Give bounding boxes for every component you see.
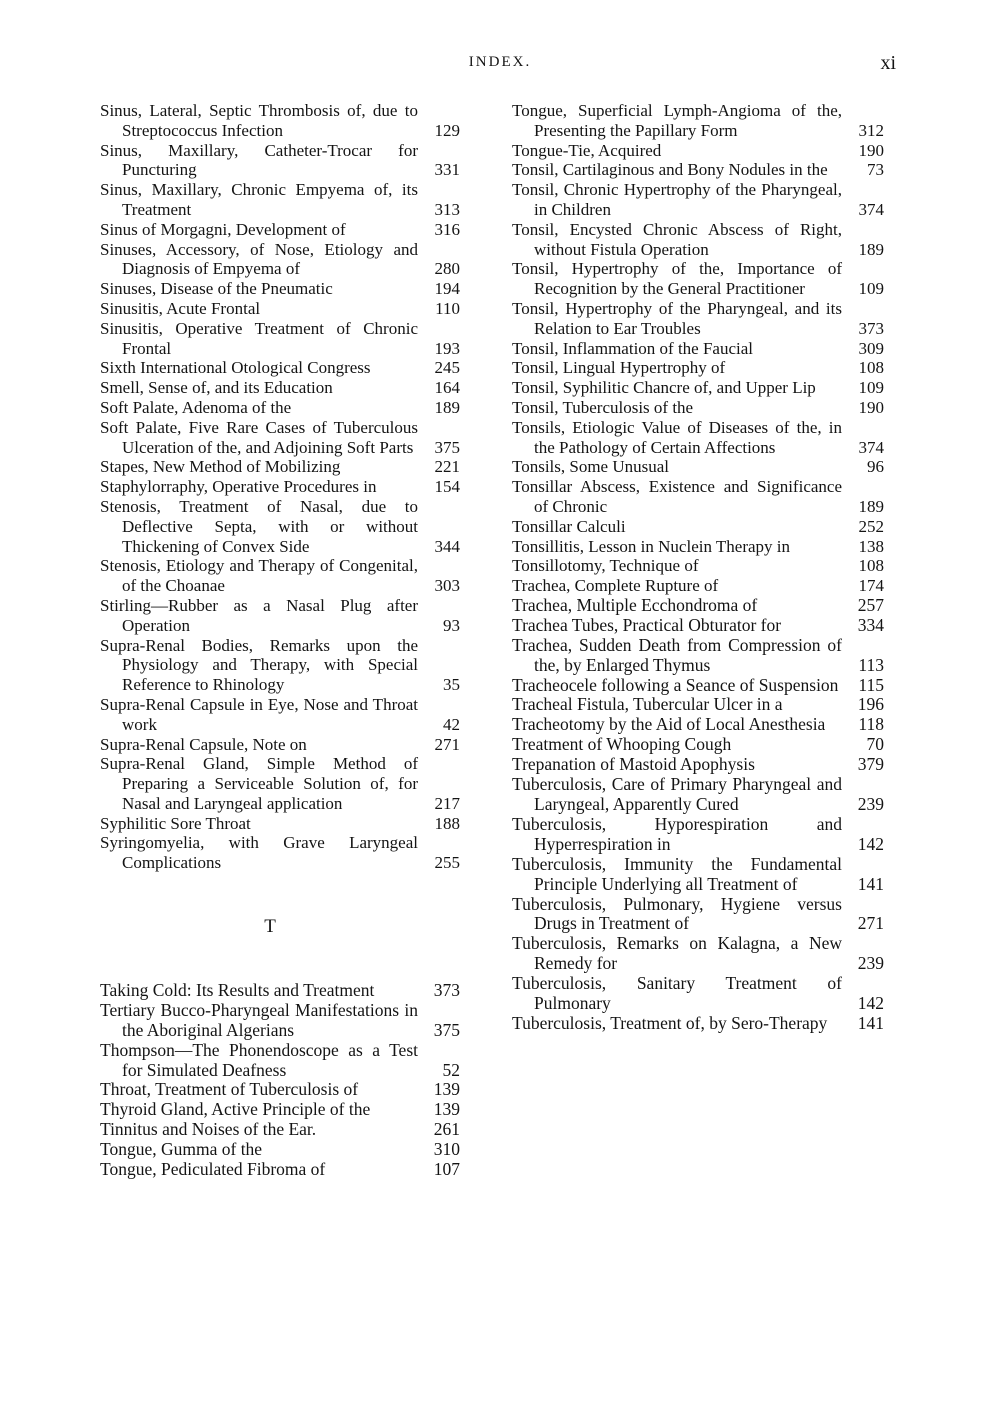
- index-entry: [100, 279, 460, 299]
- index-entry: [100, 754, 460, 813]
- index-entry-text: Supra-Renal Capsule, Note on: [100, 734, 307, 754]
- index-entry-text: Staphylorraphy, Operative Procedures in: [100, 477, 377, 497]
- index-entry-page: 196: [857, 694, 884, 715]
- index-entry: [512, 378, 884, 398]
- index-entry-text: Tracheocele following a Seance of Suspension: [512, 674, 839, 695]
- index-entry-text: Syphilitic Sore Throat: [100, 813, 251, 833]
- index-entry-page: 174: [858, 576, 884, 596]
- index-entry: [100, 1140, 460, 1160]
- index-entry: [100, 358, 460, 378]
- index-entry: [512, 160, 884, 180]
- index-entry: [512, 676, 884, 696]
- index-entry: [100, 814, 460, 834]
- index-entry: [512, 695, 884, 715]
- index-entry-page: 96: [867, 457, 884, 477]
- index-entry-page: 108: [858, 556, 884, 576]
- index-entry-page: 138: [858, 536, 884, 556]
- index-entry-page: 217: [434, 793, 460, 813]
- index-entry-page: 190: [858, 397, 884, 417]
- index-entry-text: Tuberculosis, Pulmonary, Hygiene versus Drugs in Treatment of: [512, 893, 842, 934]
- index-entry: [100, 180, 460, 220]
- index-entry-text: Supra-Renal Gland, Simple Method of Preparing a Serviceable Solution of, for Nasal and Laryngeal application: [100, 754, 418, 813]
- index-entry: [512, 517, 884, 537]
- index-entry: [100, 299, 460, 319]
- index-entry-page: 35: [443, 675, 460, 695]
- index-entry: [512, 141, 884, 161]
- index-entry-text: Tonsils, Etiologic Value of Diseases of the, in the Pathology of Certain Affections: [512, 417, 842, 457]
- index-entry: [100, 735, 460, 755]
- index-entry-page: 257: [857, 594, 884, 615]
- index-entry: [100, 497, 460, 556]
- index-entry-page: 110: [435, 298, 460, 318]
- index-entry-page: 316: [434, 219, 460, 239]
- section-letter: T: [264, 916, 276, 938]
- index-entry: [100, 1001, 460, 1041]
- index-entry: [512, 537, 884, 557]
- index-entry-page: 52: [442, 1059, 460, 1080]
- index-entry-text: Throat, Treatment of Tuberculosis of: [100, 1079, 359, 1100]
- index-entry-page: 73: [867, 160, 884, 180]
- page-number: xi: [880, 52, 896, 74]
- index-entry-text: Stenosis, Etiology and Therapy of Congenital, of the Choanae: [100, 556, 418, 596]
- index-entry-text: Tongue, Superficial Lymph-Angioma of the, Presenting the Papillary Form: [512, 101, 842, 140]
- index-entry-text: Sinus of Morgagni, Development of: [100, 219, 346, 239]
- index-entry-text: Tongue, Gumma of the: [100, 1139, 263, 1160]
- index-entry: [512, 974, 884, 1014]
- index-entry-text: Tonsil, Hypertrophy of the Pharyngeal, and its Relation to Ear Troubles: [512, 298, 842, 338]
- index-entry: [512, 616, 884, 636]
- index-entry: [100, 457, 460, 477]
- index-entry-text: Sinusitis, Operative Treatment of Chronic Frontal: [100, 318, 418, 358]
- index-entry-page: 331: [434, 160, 460, 180]
- index-entry-page: 164: [434, 378, 460, 398]
- index-entry-page: 252: [858, 516, 884, 536]
- index-entries-s: [100, 101, 460, 873]
- index-entry: [100, 418, 460, 458]
- index-entry-page: 374: [858, 199, 884, 219]
- index-entry-text: Tonsil, Chronic Hypertrophy of the Pharyngeal, in Children: [512, 180, 842, 219]
- index-entry-text: Tonsil, Inflammation of the Faucial: [512, 338, 754, 358]
- index-entry: [100, 1080, 460, 1100]
- index-entry-page: 154: [434, 477, 460, 497]
- index-entry: [512, 596, 884, 616]
- index-entry-page: 141: [857, 873, 884, 894]
- index-entry-text: Soft Palate, Adenoma of the: [100, 397, 292, 417]
- index-entry-text: Tonsil, Lingual Hypertrophy of: [512, 358, 726, 378]
- index-entry-text: Sinus, Maxillary, Chronic Empyema of, its Treatment: [100, 180, 418, 219]
- index-entry-text: Tonsil, Syphilitic Chancre of, and Upper Lip: [512, 378, 816, 398]
- index-entry-text: Tuberculosis, Remarks on Kalagna, a New Remedy for: [512, 933, 842, 974]
- index-column-right: [512, 101, 884, 1034]
- index-entry: [512, 855, 884, 895]
- index-entry-page: 310: [433, 1139, 460, 1160]
- index-entry: [512, 556, 884, 576]
- index-entry-text: Trachea Tubes, Practical Obturator for: [512, 614, 782, 635]
- index-entry-page: 374: [858, 437, 884, 457]
- index-entry-page: 109: [858, 378, 884, 398]
- index-entry: [512, 636, 884, 676]
- index-entry-page: 373: [858, 318, 884, 338]
- index-entry-text: Sixth International Otological Congress: [100, 358, 371, 378]
- index-entry: [100, 101, 460, 141]
- index-entry-page: 261: [433, 1119, 460, 1140]
- index-column-left: [100, 101, 460, 1180]
- index-entry-text: Trepanation of Mastoid Apophysis: [512, 754, 755, 775]
- index-entry-text: Tuberculosis, Hyporespiration and Hyperrespiration in: [512, 813, 842, 854]
- index-entry: [512, 418, 884, 458]
- index-entry-text: Tuberculosis, Care of Primary Pharyngeal and Laryngeal, Apparently Cured: [512, 774, 842, 814]
- index-entry-text: Tracheal Fistula, Tubercular Ulcer in a: [512, 694, 783, 715]
- index-entry: [100, 1041, 460, 1081]
- index-entry: [100, 220, 460, 240]
- index-entry-text: Sinuses, Accessory, of Nose, Etiology and Diagnosis of Empyema of: [100, 239, 418, 279]
- index-entry: [512, 101, 884, 141]
- index-entry-text: Trachea, Sudden Death from Compression of the, by Enlarged Thymus: [512, 634, 842, 675]
- index-entry-text: Tonsil, Cartilaginous and Bony Nodules in the: [512, 160, 828, 180]
- index-entry: [512, 457, 884, 477]
- index-entry: [512, 934, 884, 974]
- index-entry-text: Tonsil, Hypertrophy of the, Importance of Recognition by the General Practitioner: [512, 259, 842, 299]
- index-entry-text: Sinus, Maxillary, Catheter-Trocar for Puncturing: [100, 140, 418, 180]
- index-entry-page: 189: [858, 496, 884, 516]
- index-entry-page: 280: [434, 259, 460, 279]
- index-entry-text: Tonsillitis, Lesson in Nuclein Therapy in: [512, 536, 791, 556]
- index-entry: [512, 259, 884, 299]
- index-entry-page: 303: [434, 576, 460, 596]
- index-entry: [100, 240, 460, 280]
- index-entry-text: Taking Cold: Its Results and Treatment: [100, 979, 375, 1000]
- index-entry-page: 255: [434, 853, 460, 873]
- index-entry: [100, 981, 460, 1001]
- index-entry-page: 109: [858, 279, 884, 299]
- index-entry-text: Tonsillotomy, Technique of: [512, 556, 699, 576]
- index-entry-page: 190: [858, 140, 884, 160]
- index-entry-text: Smell, Sense of, and its Education: [100, 378, 333, 398]
- index-entry: [100, 1160, 460, 1180]
- page-header: [0, 52, 1000, 78]
- index-entry-page: 379: [857, 754, 884, 775]
- index-entry-page: 375: [434, 437, 460, 457]
- index-entry-page: 142: [857, 833, 884, 854]
- index-entry-page: 221: [434, 457, 460, 477]
- index-entry-text: Tongue, Pediculated Fibroma of: [100, 1159, 326, 1180]
- index-entry-text: Stenosis, Treatment of Nasal, due to Deflective Septa, with or without Thickening of Convex Side: [100, 496, 418, 556]
- index-entry-text: Sinusitis, Acute Frontal: [100, 298, 261, 318]
- index-entry-page: 334: [857, 614, 884, 635]
- index-entry-text: Thompson—The Phonendoscope as a Test for Simulated Deafness: [100, 1039, 418, 1080]
- index-entry-text: Treatment of Whooping Cough: [512, 734, 732, 755]
- index-entry: [512, 815, 884, 855]
- index-entry: [100, 1120, 460, 1140]
- index-entry-page: 375: [433, 1019, 460, 1040]
- index-entry-page: 312: [858, 120, 884, 140]
- index-entry: [100, 636, 460, 695]
- index-entry-text: Trachea, Complete Rupture of: [512, 576, 719, 596]
- index-entry: [512, 477, 884, 517]
- index-entry: [512, 775, 884, 815]
- index-entry: [100, 319, 460, 359]
- index-entry-page: 70: [866, 734, 884, 755]
- index-entry: [100, 398, 460, 418]
- index-entry-page: 373: [433, 979, 460, 1000]
- index-entry-page: 107: [433, 1159, 460, 1180]
- index-entry-page: 309: [858, 338, 884, 358]
- index-entries-tongue-trachea: [512, 101, 884, 596]
- index-entry-text: Soft Palate, Five Rare Cases of Tuberculous Ulceration of the, and Adjoining Soft Parts: [100, 417, 418, 457]
- index-entries-t: [100, 981, 460, 1180]
- index-entry-text: Stirling—Rubber as a Nasal Plug after Operation: [100, 595, 418, 635]
- index-entry-page: 93: [443, 615, 460, 635]
- index-entry-page: 189: [434, 397, 460, 417]
- index-entry-text: Trachea, Multiple Ecchondroma of: [512, 594, 758, 615]
- index-entry: [100, 378, 460, 398]
- index-entry-text: Sinuses, Disease of the Pneumatic: [100, 279, 333, 299]
- index-entry-text: Sinus, Lateral, Septic Thrombosis of, due to Streptococcus Infection: [100, 101, 418, 140]
- index-entry: [100, 833, 460, 873]
- index-entry-page: 188: [434, 813, 460, 833]
- index-entry-text: Thyroid Gland, Active Principle of the: [100, 1099, 371, 1120]
- index-entry: [100, 141, 460, 181]
- index-entry-page: 42: [443, 714, 460, 734]
- index-entry-page: 139: [433, 1099, 460, 1120]
- index-entry-page: 344: [434, 536, 460, 556]
- index-entry-page: 245: [434, 358, 460, 378]
- index-entry: [512, 1014, 884, 1034]
- index-entry-page: 129: [434, 120, 460, 140]
- index-entry-page: 115: [858, 674, 884, 695]
- index-entry-page: 313: [434, 199, 460, 219]
- index-entry: [100, 596, 460, 636]
- index-entry: [100, 1100, 460, 1120]
- index-entry-text: Tinnitus and Noises of the Ear.: [100, 1119, 317, 1140]
- index-entry-page: 239: [857, 953, 884, 974]
- index-entry-text: Tonsil, Encysted Chronic Abscess of Right, without Fistula Operation: [512, 219, 842, 259]
- index-entry-text: Tuberculosis, Sanitary Treatment of Pulmonary: [512, 973, 842, 1014]
- index-entry: [512, 755, 884, 775]
- index-entry-page: 108: [858, 358, 884, 378]
- index-entry-text: Supra-Renal Capsule in Eye, Nose and Throat work: [100, 694, 418, 734]
- index-entry-page: 239: [857, 793, 884, 814]
- page-title: INDEX.: [468, 54, 532, 70]
- index-entry-text: Tongue-Tie, Acquired: [512, 140, 662, 160]
- index-entries-trachea-tuberculosis: [512, 596, 884, 1034]
- index-entry: [512, 299, 884, 339]
- index-entry-text: Tertiary Bucco-Pharyngeal Manifestations in the Aboriginal Algerians: [100, 999, 418, 1040]
- index-entry: [512, 735, 884, 755]
- index-entry: [512, 220, 884, 260]
- index-entry: [512, 895, 884, 935]
- index-entry-page: 139: [433, 1079, 460, 1100]
- index-entry-page: 194: [434, 279, 460, 299]
- index-entry-page: 113: [858, 654, 884, 675]
- index-entry-text: Tonsils, Some Unusual: [512, 457, 670, 477]
- index-entry: [100, 477, 460, 497]
- index-entry-text: Supra-Renal Bodies, Remarks upon the Physiology and Therapy, with Special Reference to Rhinology: [100, 635, 418, 695]
- index-entry-text: Tuberculosis, Treatment of, by Sero-Therapy: [512, 1012, 828, 1033]
- index-entry: [100, 556, 460, 596]
- index-entry: [512, 339, 884, 359]
- index-entry-text: Tonsil, Tuberculosis of the: [512, 397, 694, 417]
- index-entry-page: 271: [857, 913, 884, 934]
- index-entry-text: Tonsillar Calculi: [512, 516, 626, 536]
- index-entry-page: 141: [857, 1012, 884, 1033]
- index-entry-text: Tonsillar Abscess, Existence and Significance of Chronic: [512, 477, 842, 516]
- index-entry: [512, 576, 884, 596]
- index-entry-page: 189: [858, 239, 884, 259]
- index-entry-page: 271: [434, 734, 460, 754]
- index-entry-text: Stapes, New Method of Mobilizing: [100, 457, 341, 477]
- index-entry-page: 142: [857, 993, 884, 1014]
- index-entry: [100, 695, 460, 735]
- index-entry-text: Tracheotomy by the Aid of Local Anesthesia: [512, 714, 826, 735]
- index-entry-text: Tuberculosis, Immunity the Fundamental Principle Underlying all Treatment of: [512, 853, 842, 894]
- index-entry-page: 118: [858, 714, 884, 735]
- index-entry: [512, 180, 884, 220]
- index-entry: [512, 358, 884, 378]
- index-entry: [512, 715, 884, 735]
- index-entry-text: Syringomyelia, with Grave Laryngeal Complications: [100, 833, 418, 873]
- index-entry-page: 193: [434, 338, 460, 358]
- index-entry: [512, 398, 884, 418]
